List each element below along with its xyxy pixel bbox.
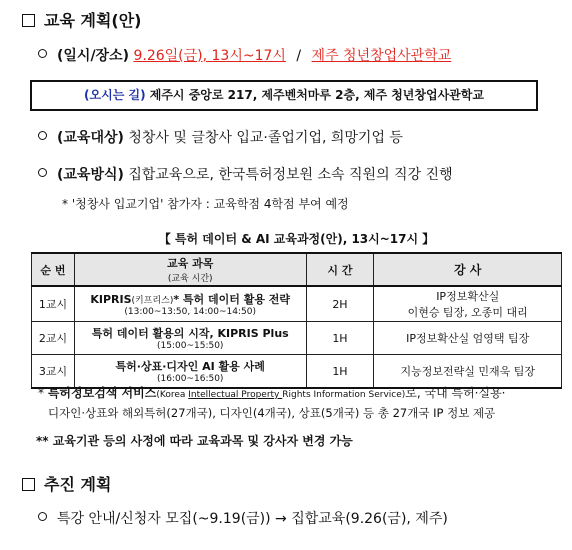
method-line [38, 164, 453, 184]
event-place: 제주 청년창업사관학교 [311, 48, 452, 64]
table-title: 【 특허 데이터 & AI 교육과정(안), 13시~17시 】 [158, 232, 435, 246]
table-row [32, 355, 562, 389]
target-text: 청창사 및 글창사 입교·졸업기업, 희망기업 등 [128, 130, 403, 146]
section-title-plan: 교육 계획(안) [22, 8, 141, 31]
schedule-table [31, 252, 562, 389]
event-datetime: 9.26일(금), 13시~17시 [133, 48, 286, 64]
credit-note: * '청창사 입교기업' 참가자 : 교육학점 4학점 부여 예정 [62, 197, 349, 211]
row-course: 특허 데이터 활용의 시작, KIPRIS Plus (15:00~15:50) [74, 322, 306, 355]
table-row [32, 322, 562, 355]
method-label: (교육방식) [57, 167, 124, 183]
row-time: (16:00~16:50) [157, 374, 224, 384]
row-hours: 1H [306, 355, 374, 389]
row-instructor: IP정보확산실 이현승 팀장, 오종미 대리 [374, 286, 562, 322]
header-instructor: 강 사 [374, 253, 562, 286]
table-row [32, 286, 562, 322]
row-hours: 1H [306, 322, 374, 355]
directions-text: 제주시 중앙로 217, 제주벤처마루 2층, 제주 청년창업사관학교 [149, 88, 484, 102]
directions-label: (오시는 길) [84, 88, 146, 102]
square-bullet-icon [22, 478, 35, 491]
promo-line [38, 508, 448, 528]
footnote-kipris: * 특허정보검색 서비스(Korea Intellectual Property Rights Information Service)로, 국내 특허·실용· [38, 386, 506, 400]
row-instructor: IP정보확산실 엄영택 팀장 [374, 322, 562, 355]
row-course: KIPRIS(키프리스)* 특허 데이터 활용 전략 (13:00~13:50, 14:00~14:50) [74, 286, 306, 322]
header-course-sub: (교육 시간) [167, 274, 213, 284]
promo-text: 특강 안내/신청자 모집(~9.19(금)) → 집합교육(9.26(금), 제주) [57, 511, 448, 527]
section-title-promo: 추진 계획 [22, 472, 111, 495]
header-course [74, 253, 306, 286]
row-order: 3교시 [32, 355, 75, 389]
header-order: 순 번 [32, 253, 75, 286]
separator: / [296, 48, 302, 64]
row-order: 2교시 [32, 322, 75, 355]
target-line [38, 127, 403, 147]
target-label: (교육대상) [57, 130, 124, 146]
directions-box [30, 80, 538, 111]
circle-bullet-icon [38, 512, 47, 521]
row-time: (15:00~15:50) [157, 341, 224, 351]
datetime-label: (일시/장소) [57, 48, 130, 64]
method-text: 집합교육으로, 한국특허정보원 소속 직원의 직강 진행 [128, 167, 453, 183]
row-time: (13:00~13:50, 14:00~14:50) [124, 307, 256, 317]
row-instructor: 지능정보전략실 민재욱 팀장 [374, 355, 562, 389]
row-order: 1교시 [32, 286, 75, 322]
header-hours: 시 간 [306, 253, 374, 286]
header-course-label: 교육 과목 [167, 257, 214, 270]
circle-bullet-icon [38, 49, 47, 58]
row-hours: 2H [306, 286, 374, 322]
square-bullet-icon [22, 14, 35, 27]
footnote-change: ** 교육기관 등의 사정에 따라 교육과목 및 강사자 변경 가능 [36, 434, 353, 448]
circle-bullet-icon [38, 168, 47, 177]
table-header-row [32, 253, 562, 286]
datetime-line [38, 45, 451, 65]
row-course: 특허·상표·디자인 AI 활용 사례 (16:00~16:50) [74, 355, 306, 389]
footnote-kipris-line2: 디자인·상표와 해외특허(27개국), 디자인(4개국), 상표(5개국) 등 총 27개국 IP 정보 제공 [48, 406, 496, 420]
circle-bullet-icon [38, 131, 47, 140]
